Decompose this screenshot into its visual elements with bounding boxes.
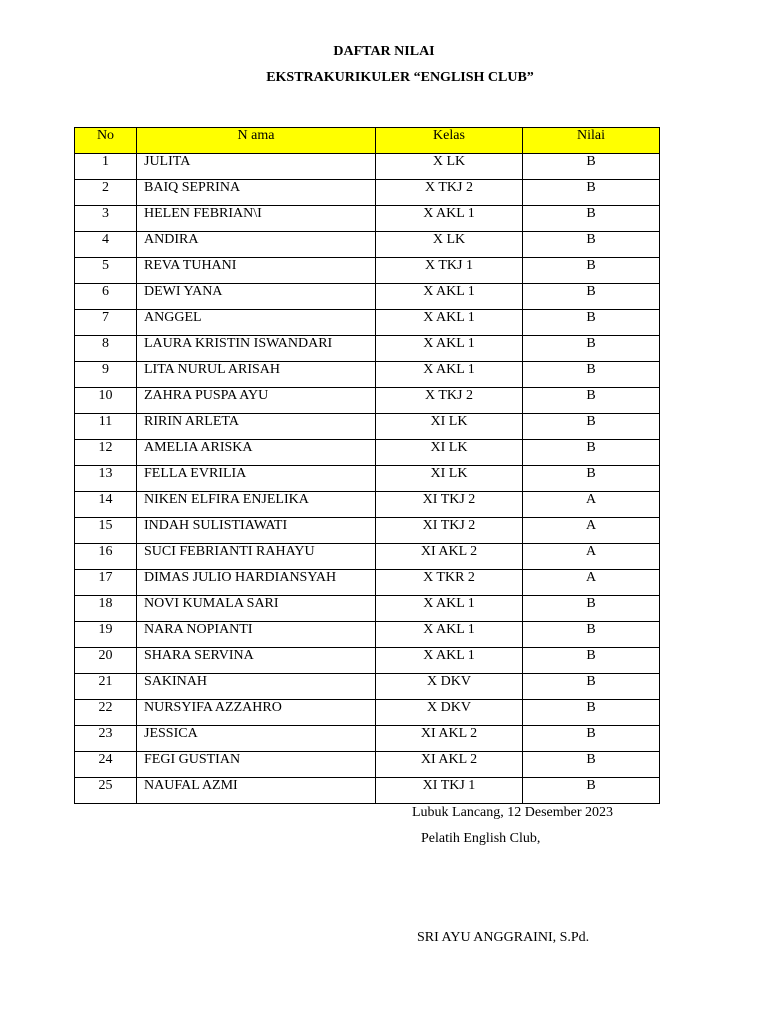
cell-kelas: X AKL 1 bbox=[376, 206, 523, 232]
cell-kelas: X AKL 1 bbox=[376, 362, 523, 388]
cell-nama: INDAH SULISTIAWATI bbox=[137, 518, 376, 544]
table-row bbox=[75, 336, 660, 362]
cell-nama: LAURA KRISTIN ISWANDARI bbox=[137, 336, 376, 362]
cell-nama: LITA NURUL ARISAH bbox=[137, 362, 376, 388]
cell-nama: FEGI GUSTIAN bbox=[137, 752, 376, 778]
signature-place-date: Lubuk Lancang, 12 Desember 2023 bbox=[412, 805, 613, 820]
cell-kelas: X AKL 1 bbox=[376, 310, 523, 336]
cell-no: 5 bbox=[75, 258, 137, 284]
cell-no: 16 bbox=[75, 544, 137, 570]
cell-nama: NURSYIFA AZZAHRO bbox=[137, 700, 376, 726]
cell-kelas: XI AKL 2 bbox=[376, 726, 523, 752]
table-row bbox=[75, 362, 660, 388]
table-header-row bbox=[75, 128, 660, 154]
cell-nama: NAUFAL AZMI bbox=[137, 778, 376, 804]
table-row bbox=[75, 726, 660, 752]
cell-nilai: B bbox=[523, 336, 660, 362]
cell-kelas: X AKL 1 bbox=[376, 648, 523, 674]
cell-kelas: XI TKJ 2 bbox=[376, 518, 523, 544]
table-row bbox=[75, 206, 660, 232]
cell-kelas: X LK bbox=[376, 232, 523, 258]
cell-kelas: XI LK bbox=[376, 440, 523, 466]
table-row bbox=[75, 544, 660, 570]
cell-nama: REVA TUHANI bbox=[137, 258, 376, 284]
table-row bbox=[75, 596, 660, 622]
cell-no: 25 bbox=[75, 778, 137, 804]
signature-role: Pelatih English Club, bbox=[421, 831, 541, 846]
cell-nilai: B bbox=[523, 752, 660, 778]
cell-nama: SUCI FEBRIANTI RAHAYU bbox=[137, 544, 376, 570]
cell-nilai: B bbox=[523, 648, 660, 674]
cell-no: 22 bbox=[75, 700, 137, 726]
cell-nilai: B bbox=[523, 180, 660, 206]
cell-nama: SAKINAH bbox=[137, 674, 376, 700]
cell-no: 7 bbox=[75, 310, 137, 336]
table-row bbox=[75, 648, 660, 674]
cell-nama: RIRIN ARLETA bbox=[137, 414, 376, 440]
cell-kelas: X AKL 1 bbox=[376, 336, 523, 362]
cell-nilai: B bbox=[523, 726, 660, 752]
table-row bbox=[75, 778, 660, 804]
cell-no: 23 bbox=[75, 726, 137, 752]
cell-nama: DIMAS JULIO HARDIANSYAH bbox=[137, 570, 376, 596]
cell-no: 17 bbox=[75, 570, 137, 596]
cell-no: 18 bbox=[75, 596, 137, 622]
table-row bbox=[75, 700, 660, 726]
table-row bbox=[75, 310, 660, 336]
cell-no: 14 bbox=[75, 492, 137, 518]
header-nilai: Nilai bbox=[523, 128, 660, 154]
cell-kelas: X DKV bbox=[376, 674, 523, 700]
header-kelas: Kelas bbox=[376, 128, 523, 154]
table-row bbox=[75, 492, 660, 518]
cell-no: 6 bbox=[75, 284, 137, 310]
cell-nilai: B bbox=[523, 674, 660, 700]
cell-no: 19 bbox=[75, 622, 137, 648]
signature-name: SRI AYU ANGGRAINI, S.Pd. bbox=[417, 930, 590, 945]
cell-nilai: B bbox=[523, 206, 660, 232]
cell-nama: ANGGEL bbox=[137, 310, 376, 336]
cell-nilai: B bbox=[523, 466, 660, 492]
header-nama: N ama bbox=[137, 128, 376, 154]
table-row bbox=[75, 752, 660, 778]
table-row bbox=[75, 388, 660, 414]
cell-no: 9 bbox=[75, 362, 137, 388]
cell-kelas: XI LK bbox=[376, 466, 523, 492]
cell-nilai: B bbox=[523, 388, 660, 414]
cell-kelas: X AKL 1 bbox=[376, 622, 523, 648]
cell-kelas: X LK bbox=[376, 154, 523, 180]
table-row bbox=[75, 284, 660, 310]
table-row bbox=[75, 154, 660, 180]
cell-nilai: B bbox=[523, 778, 660, 804]
cell-nilai: A bbox=[523, 544, 660, 570]
table-row bbox=[75, 570, 660, 596]
cell-kelas: XI TKJ 1 bbox=[376, 778, 523, 804]
cell-kelas: XI AKL 2 bbox=[376, 544, 523, 570]
cell-nama: ZAHRA PUSPA AYU bbox=[137, 388, 376, 414]
cell-no: 15 bbox=[75, 518, 137, 544]
cell-nama: FELLA EVRILIA bbox=[137, 466, 376, 492]
cell-no: 1 bbox=[75, 154, 137, 180]
table-row bbox=[75, 414, 660, 440]
table-row bbox=[75, 622, 660, 648]
cell-nilai: A bbox=[523, 518, 660, 544]
cell-nama: AMELIA ARISKA bbox=[137, 440, 376, 466]
document-title: DAFTAR NILAI bbox=[333, 44, 435, 59]
cell-nilai: B bbox=[523, 414, 660, 440]
cell-kelas: X AKL 1 bbox=[376, 596, 523, 622]
cell-nama: BAIQ SEPRINA bbox=[137, 180, 376, 206]
cell-kelas: X TKJ 2 bbox=[376, 180, 523, 206]
table-row bbox=[75, 180, 660, 206]
cell-nilai: B bbox=[523, 700, 660, 726]
cell-nilai: B bbox=[523, 622, 660, 648]
cell-nilai: B bbox=[523, 258, 660, 284]
cell-no: 20 bbox=[75, 648, 137, 674]
cell-nilai: B bbox=[523, 440, 660, 466]
cell-nama: DEWI YANA bbox=[137, 284, 376, 310]
cell-no: 11 bbox=[75, 414, 137, 440]
grades-table bbox=[74, 127, 660, 804]
cell-nama: NOVI KUMALA SARI bbox=[137, 596, 376, 622]
cell-nama: NARA NOPIANTI bbox=[137, 622, 376, 648]
header-no: No bbox=[75, 128, 137, 154]
cell-no: 12 bbox=[75, 440, 137, 466]
table-row bbox=[75, 232, 660, 258]
cell-nama: JESSICA bbox=[137, 726, 376, 752]
cell-kelas: XI LK bbox=[376, 414, 523, 440]
cell-nilai: B bbox=[523, 232, 660, 258]
cell-nama: NIKEN ELFIRA ENJELIKA bbox=[137, 492, 376, 518]
cell-kelas: X AKL 1 bbox=[376, 284, 523, 310]
cell-no: 24 bbox=[75, 752, 137, 778]
cell-nilai: A bbox=[523, 492, 660, 518]
cell-kelas: X TKJ 1 bbox=[376, 258, 523, 284]
cell-no: 4 bbox=[75, 232, 137, 258]
cell-kelas: XI TKJ 2 bbox=[376, 492, 523, 518]
table-row bbox=[75, 258, 660, 284]
cell-nilai: B bbox=[523, 362, 660, 388]
cell-nilai: B bbox=[523, 596, 660, 622]
cell-kelas: X DKV bbox=[376, 700, 523, 726]
document-subtitle: EKSTRAKURIKULER “ENGLISH CLUB” bbox=[266, 70, 534, 85]
cell-no: 10 bbox=[75, 388, 137, 414]
cell-nilai: B bbox=[523, 284, 660, 310]
cell-kelas: X TKR 2 bbox=[376, 570, 523, 596]
cell-no: 3 bbox=[75, 206, 137, 232]
cell-no: 2 bbox=[75, 180, 137, 206]
cell-nilai: B bbox=[523, 310, 660, 336]
cell-nama: JULITA bbox=[137, 154, 376, 180]
cell-nilai: B bbox=[523, 154, 660, 180]
cell-nama: SHARA SERVINA bbox=[137, 648, 376, 674]
table-row bbox=[75, 440, 660, 466]
cell-kelas: XI AKL 2 bbox=[376, 752, 523, 778]
cell-no: 13 bbox=[75, 466, 137, 492]
table-row bbox=[75, 466, 660, 492]
cell-kelas: X TKJ 2 bbox=[376, 388, 523, 414]
table-row bbox=[75, 518, 660, 544]
cell-nama: HELEN FEBRIAN\I bbox=[137, 206, 376, 232]
table-row bbox=[75, 674, 660, 700]
cell-no: 21 bbox=[75, 674, 137, 700]
cell-nilai: A bbox=[523, 570, 660, 596]
cell-no: 8 bbox=[75, 336, 137, 362]
cell-nama: ANDIRA bbox=[137, 232, 376, 258]
